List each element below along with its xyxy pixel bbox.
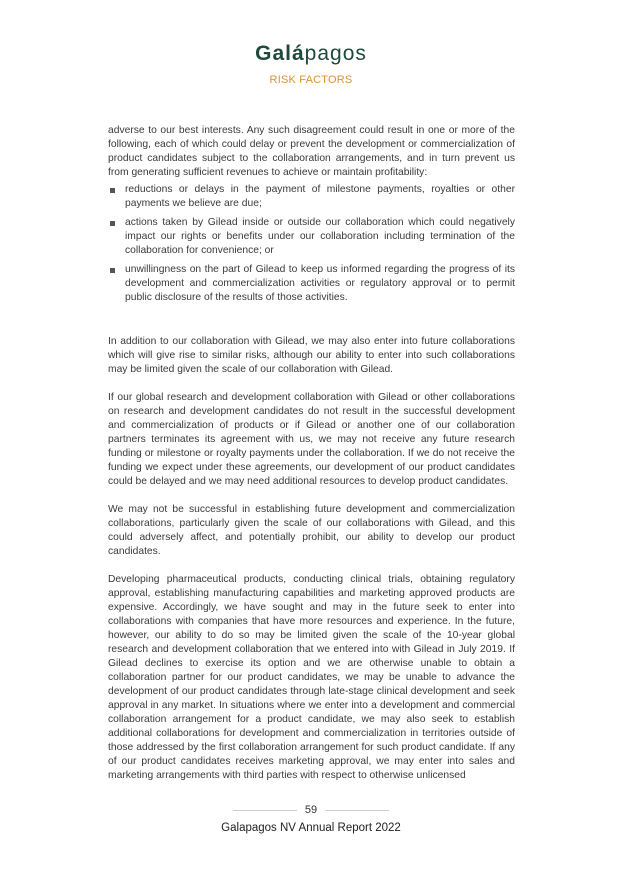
paragraph-2: In addition to our collaboration with Gilead, we may also enter into future collaborations which will give rise to similar risks, although our ability to enter into such collaborations may be limited given the scale of our collaboration with Gilead. (108, 336, 515, 375)
bullet-square-icon (110, 188, 115, 193)
divider-right (325, 810, 389, 811)
page-number-row (0, 804, 622, 816)
section-title: RISK FACTORS (269, 74, 353, 86)
bullet-square-icon (110, 221, 115, 226)
bullet-item (108, 183, 515, 211)
page-footer (0, 804, 622, 834)
divider-left (233, 810, 297, 811)
page-header (0, 42, 622, 86)
logo-light-part: pagos (304, 42, 367, 65)
company-logo (0, 42, 622, 66)
logo-bold-part: Galá (255, 42, 305, 65)
paragraph-4: We may not be successful in establishing future development and commercialization collaborations, particularly given the scale of our collaborations with Gilead, and this could adversely affect, and potentially prohibit, our ability to develop our product candidates. (108, 504, 515, 557)
paragraph-1: adverse to our best interests. Any such disagreement could result in one or more of the following, each of which could delay or prevent the development or commercialization of product candidates subject to the collaboration arrangements, and in turn prevent us from generating sufficient revenues to achieve or maintain profitability: (108, 125, 515, 178)
paragraph-3: If our global research and development collaboration with Gilead or other collaborations on research and development candidates do not result in the successful development and commercialization of products or if Gilead or another one of our collaboration partners terminates its agreement with us, we may not receive any future research funding or milestone or royalty payments under the collaboration. If we do not receive the funding we expect under these agreements, our development of our product candidates could be delayed and we may need additional resources to develop product candidates. (108, 392, 515, 487)
bullet-square-icon (110, 268, 115, 273)
bullet-text: unwillingness on the part of Gilead to keep us informed regarding the progress of its development and commercialization activities or regulatory approval or to permit public disclosure of the results of those activities. (125, 264, 515, 303)
report-title: Galapagos NV Annual Report 2022 (221, 822, 401, 834)
paragraph-5: Developing pharmaceutical products, conducting clinical trials, obtaining regulatory approval, establishing manufacturing capabilities and marketing approved products are expensive. Accordingly, we have sought and may in the future seek to enter into collaborations with companies that have more resources and experience. In the future, however, our ability to do so may be limited given the scale of the 10-year global research and development collaboration that we entered into with Gilead in July 2019. If Gilead declines to exercise its option and we are otherwise unable to obtain a collaboration partner for our product candidates, we may be unable to advance the development of our product candidates through late-stage clinical development and seek approval in any market. In situations where we enter into a development and commercial collaboration arrangement for a product candidate, we may also seek to establish additional collaborations for development and commercialization in territories outside of those addressed by the first collaboration arrangement for such product candidate. If any of our product candidates receives marketing approval, we may enter into sales and marketing arrangements with third parties with respect to otherwise unlicensed (108, 574, 515, 781)
bullet-item (108, 263, 515, 305)
bullet-list (108, 183, 515, 305)
body-text (108, 124, 515, 797)
page-number: 59 (304, 804, 318, 816)
bullet-text: actions taken by Gilead inside or outside our collaboration which could negatively impact our rights or benefits under our collaboration including termination of the collaboration for convenience; or (125, 217, 515, 256)
bullet-item (108, 216, 515, 258)
bullet-text: reductions or delays in the payment of milestone payments, royalties or other payments we believe are due; (125, 184, 515, 209)
